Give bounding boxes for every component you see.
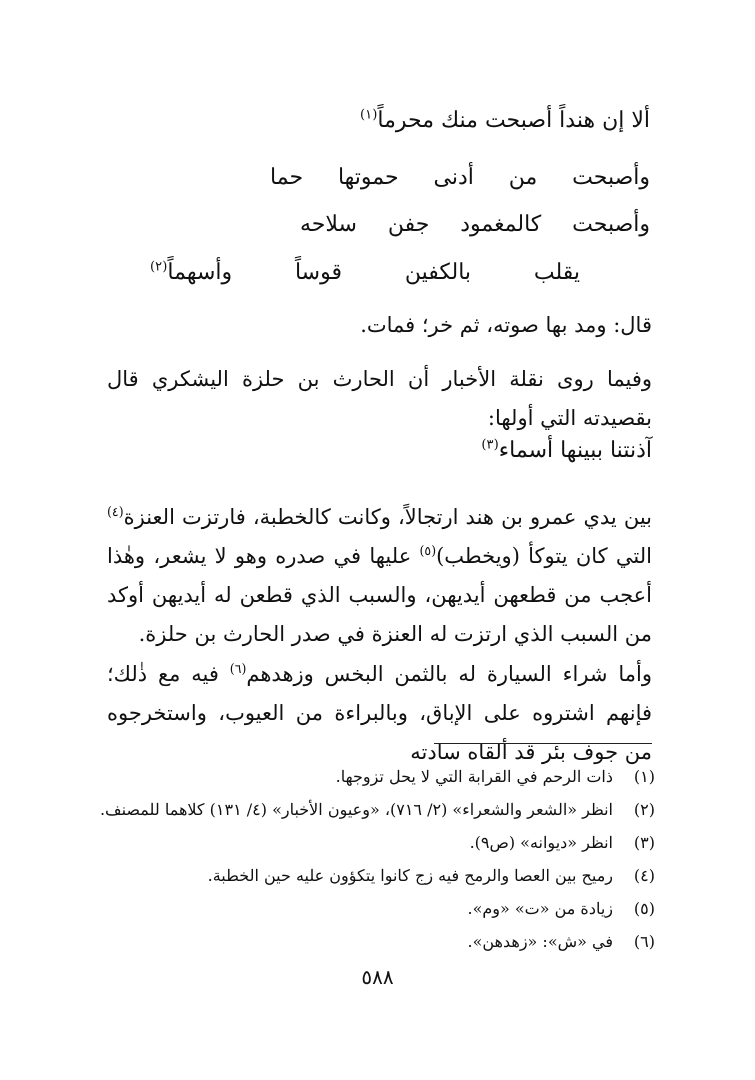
verse-word: بالكفين [404,260,472,285]
footnote [95,826,655,859]
page-number: ٥٨٨ [361,965,394,989]
footnote-text: زيادة من «ت» «وم». [467,899,613,918]
verse-word: حموتها [337,165,399,190]
verse-2 [270,165,650,190]
footnote-number: (٥) [633,899,655,918]
verse-word: من [508,165,538,190]
verse-word-last [150,260,232,285]
paragraph-1: قال: ومد بها صوته، ثم خر؛ فمات. [360,313,652,337]
footnote-ref-5: (٥) [419,543,437,558]
paragraph-3 [107,498,652,654]
verse-word: أدنى [433,165,474,190]
verse-word: وأسهماً [167,260,233,285]
footnote-ref-2: (٢) [150,259,168,275]
paragraph-4 [107,655,652,772]
footnote [95,925,655,958]
verse-5 [481,438,652,463]
footnote-number: (٢) [633,800,655,819]
footnote-ref-4: (٤) [107,504,124,519]
paragraph-3-part-a: بين يدي عمرو بن هند ارتجالاً، وكانت كالخطبة، فارتزت العنزة [123,505,652,529]
verse-word: كالمغمود [460,212,542,237]
paragraph-4-part-a: وأما شراء السيارة له بالثمن البخس وزهدهم [246,662,652,686]
footnote-number: (٣) [633,833,655,852]
paragraph-3-part-c: عليها في صدره وهو لا يشعر، وهٰذا أعجب من قطعهن أيديهن، والسبب الذي قطعن له أيديهن أوكد من السبب الذي ارتزت له العنزة في صدر الحارث بن حلزة. [107,544,652,646]
verse-word: حما [270,165,304,190]
footnote-ref-1: (١) [359,107,378,123]
verse-1-text: ألا إن هنداً أصبحت منك محرماً [377,108,650,133]
footnote-text: انظر «الشعر والشعراء» (٢/ ٧١٦)، «وعيون الأخبار» (٤/ ١٣١) كلاهما للمصنف. [99,800,613,819]
footnote [95,760,655,793]
verse-word: يقلب [533,260,580,285]
footnote-number: (٤) [633,866,655,885]
verse-word: سلاحه [300,212,357,237]
footnote-text: ذات الرحم في القرابة التي لا يحل تزوجها. [335,767,613,786]
verse-word: وأصبحت [572,212,650,237]
paragraph-3-part-b: التي كان يتوكأ (ويخطب) [436,544,652,568]
footnotes [95,760,655,958]
footnote-text: في «ش»: «زهدهن». [467,932,613,951]
footnote-text: انظر «ديوانه» (ص٩). [469,833,613,852]
verse-word: قوساً [294,260,342,285]
verse-4 [150,260,580,285]
paragraph-2: وفيما روى نقلة الأخبار أن الحارث بن حلزة اليشكري قال بقصيدته التي أولها: [107,367,652,430]
footnote [95,793,655,826]
footnote-divider [434,743,652,744]
paragraph-4-part-b: فيه مع ذٰلك؛ فإنهم اشتروه على الإباق، وبالبراءة من العيوب، واستخرجوه من جوف بئر قد ألقاه سادته [107,662,652,764]
verse-5-text: آذنتنا ببينها أسماء [498,438,652,463]
verse-word: جفن [387,212,430,237]
footnote-text: رميح بين العصا والرمح فيه زج كانوا يتكؤون عليه حين الخطبة. [207,866,613,885]
footnote [95,859,655,892]
verse-1 [360,108,650,133]
footnote-number: (٦) [633,932,655,951]
verse-3 [300,212,650,237]
footnote [95,892,655,925]
footnote-number: (١) [633,767,655,786]
verse-word: وأصبحت [572,165,650,190]
footnote-ref-3: (٣) [481,437,499,453]
footnote-ref-6: (٦) [229,661,247,676]
